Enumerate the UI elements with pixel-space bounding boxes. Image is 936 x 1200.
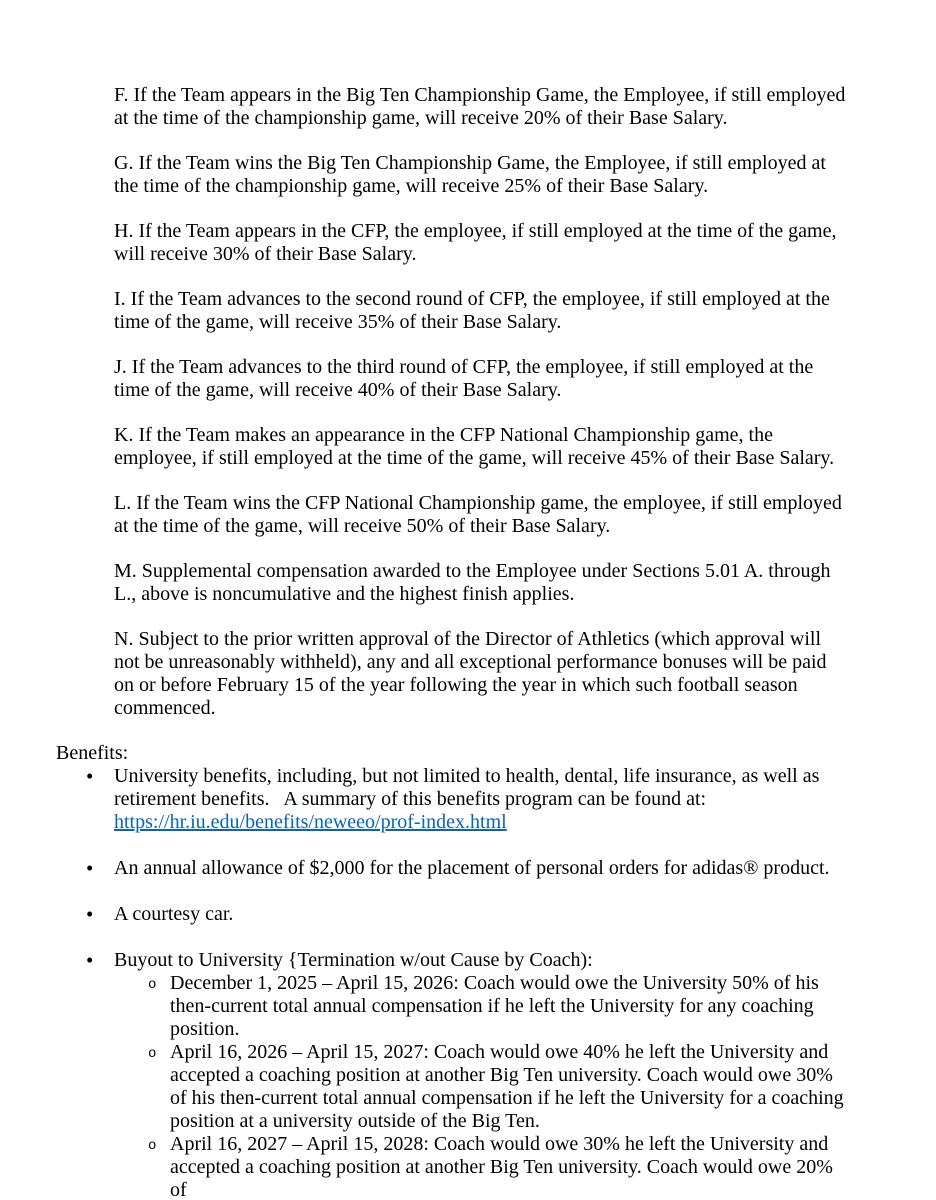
paragraph-h: H. If the Team appears in the CFP, the employee, if still employed at the time of the game, will receive 30% of their Base Salary. — [114, 220, 837, 265]
bullet-icon: • — [86, 902, 94, 926]
bullet-icon: • — [86, 948, 94, 972]
buyout-sublist — [114, 972, 850, 1200]
circle-bullet-icon: o — [148, 1046, 157, 1062]
circle-bullet-icon: o — [148, 977, 157, 993]
paragraph-i: I. If the Team advances to the second round of CFP, the employee, if still employed at the time of the game, will receive 35% of their Base Salary. — [114, 288, 830, 333]
buyout-period-text: April 16, 2026 – April 15, 2027: Coach would owe 40% he left the University and accepted a coaching position at another Big Ten university. Coach would owe 30% of his then-current total annual compensation if he left the University for a coaching position at a university outside of the Big Ten. — [170, 1041, 844, 1132]
paragraph-l: L. If the Team wins the CFP National Championship game, the employee, if still employed at the time of the game, will receive 50% of their Base Salary. — [114, 492, 842, 537]
paragraph-g: G. If the Team wins the Big Ten Championship Game, the Employee, if still employed at the time of the championship game, will receive 25% of their Base Salary. — [114, 152, 826, 197]
bullet-icon: • — [86, 764, 94, 788]
bullet-icon: • — [86, 856, 94, 880]
benefit-item-courtesy-car — [86, 903, 850, 926]
benefits-url-link[interactable]: https://hr.iu.edu/benefits/neweeo/prof-index.html — [114, 811, 507, 833]
paragraph-m: M. Supplemental compensation awarded to the Employee under Sections 5.01 A. through L., above is noncumulative and the highest finish applies. — [114, 560, 831, 605]
benefit-body — [114, 949, 850, 1200]
benefit-item-adidas-allowance — [86, 857, 850, 880]
benefit-body — [114, 765, 850, 834]
paragraph-k: K. If the Team makes an appearance in the CFP National Championship game, the employee, if still employed at the time of the game, will receive 45% of their Base Salary. — [114, 424, 835, 469]
buyout-period-item — [114, 1133, 850, 1200]
benefit-text: A courtesy car. — [114, 903, 234, 925]
benefit-text: Buyout to University {Termination w/out Cause by Coach): — [114, 949, 593, 971]
buyout-period-text: April 16, 2027 – April 15, 2028: Coach would owe 30% he left the University and accepted a coaching position at another Big Ten university. Coach would owe 20% of — [170, 1133, 833, 1200]
bonus-clauses-section — [114, 0, 850, 720]
benefit-item-buyout — [86, 949, 850, 1200]
benefit-item-university-benefits — [86, 765, 850, 834]
paragraph-f: F. If the Team appears in the Big Ten Championship Game, the Employee, if still employed at the time of the championship game, will receive 20% of their Base Salary. — [114, 84, 846, 129]
circle-bullet-icon: o — [148, 1138, 157, 1154]
buyout-period-item — [114, 972, 850, 1041]
benefit-text: An annual allowance of $2,000 for the placement of personal orders for adidas® product. — [114, 857, 830, 879]
buyout-period-text: December 1, 2025 – April 15, 2026: Coach would owe the University 50% of his then-current total annual compensation if he left the University for any coaching position. — [170, 972, 819, 1040]
paragraph-j: J. If the Team advances to the third round of CFP, the employee, if still employed at the time of the game, will receive 40% of their Base Salary. — [114, 356, 814, 401]
benefits-heading: Benefits: — [56, 742, 129, 764]
buyout-period-item — [114, 1041, 850, 1133]
benefits-list — [86, 765, 850, 1200]
paragraph-n: N. Subject to the prior written approval of the Director of Athletics (which approval will not be unreasonably withheld), any and all exceptional performance bonuses will be paid on or before February 15 of the year following the year in which such football season commenced. — [114, 628, 827, 719]
benefit-text: University benefits, including, but not limited to health, dental, life insurance, as well as retirement benefits. A summary of this benefits program can be found at: — [114, 765, 820, 810]
